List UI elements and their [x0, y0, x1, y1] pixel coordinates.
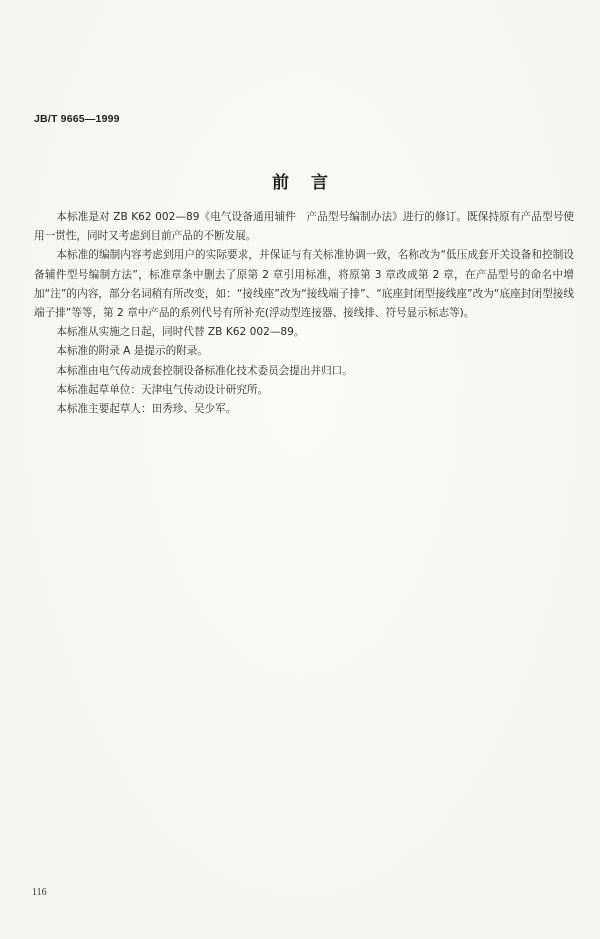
paragraph-revision: 本标准是对 ZB K62 002—89《电气设备通用辅件 产品型号编制办法》进行的修订。既保持原有产品型号使用一贯性，同时又考虑到目前产品的不断发展。 [34, 211, 574, 243]
paragraph-drafting-unit: 本标准起草单位：天津电气传动设计研究所。 [56, 383, 269, 396]
foreword-body [34, 208, 574, 419]
standard-number: JB/T 9665—1999 [34, 113, 120, 125]
paragraph-content-changes: 本标准的编制内容考虑到用户的实际要求，并保证与有关标准协调一致，名称改为“低压成套开关设备和控制设备辅件型号编制方法”，标准章条中删去了原第 2 章引用标准，将原第 3 章改成第 2 章，在产品型号的命名中增加“注”的内容，部分名词稍有所改变，如：“接线座”改为“接线端子排”、“底座封闭型接线座”改为“底座封闭型接线端子排”等等，第 2 章中产品的系列代号有所补充(浮动型连接器、接线排、符号显示标志等)。 [34, 249, 574, 320]
paragraph-supersedes: 本标准从实施之日起，同时代替 ZB K62 002—89。 [56, 326, 305, 339]
page-number: 116 [32, 887, 47, 898]
paragraph-proposer: 本标准由电气传动成套控制设备标准化技术委员会提出并归口。 [56, 364, 353, 377]
section-heading: 前言 [272, 173, 350, 193]
paragraph-appendix: 本标准的附录 A 是提示的附录。 [56, 345, 208, 358]
paragraph-drafters: 本标准主要起草人：田秀珍、吴少军。 [56, 403, 237, 416]
